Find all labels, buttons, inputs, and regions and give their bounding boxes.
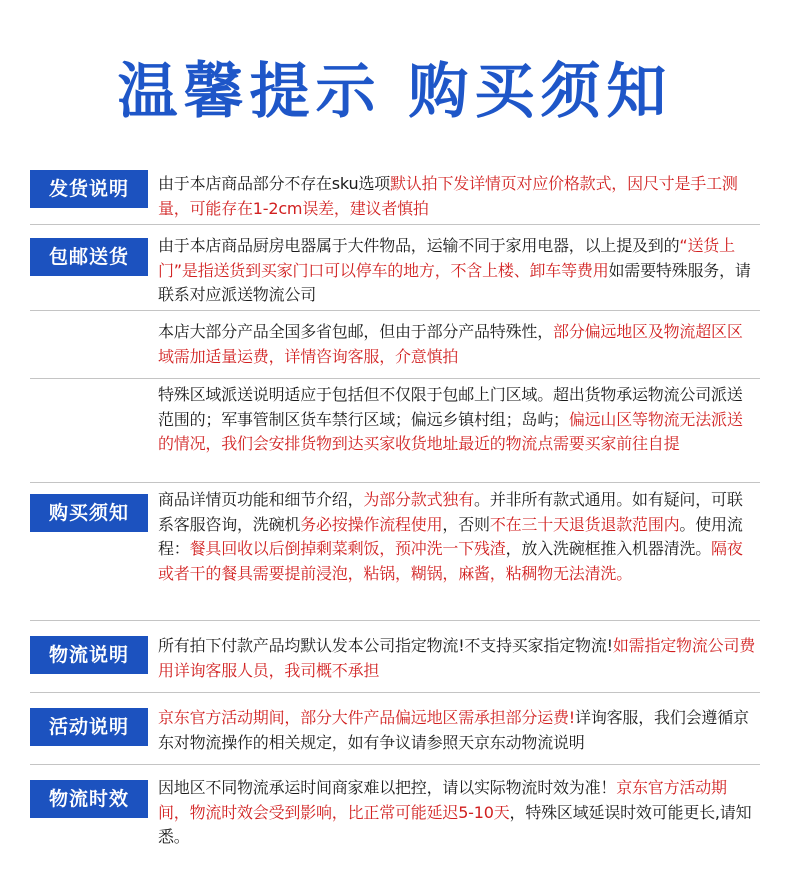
section-text <box>158 776 758 850</box>
highlight-text: 京东官方活动期间，物流时效会受到影响，比正常可能延迟5-10天 <box>158 778 727 822</box>
notice-row <box>30 620 760 693</box>
notice-row <box>30 482 760 621</box>
highlight-text: 部分偏远地区及物流超区区域需加适量运费，详情咨询客服，介意慎拍 <box>158 322 743 366</box>
highlight-text: 如需指定物流公司费用详询客服人员，我司概不承担 <box>158 636 756 680</box>
body-text: 由于本店商品部分不存在sku选项 <box>158 174 391 193</box>
section-label-purchase: 购买须知 <box>30 494 148 532</box>
highlight-text: 偏远山区等物流无法派送的情况，我们会安排货物到达买家收货地址最近的物流点需要买家前往自提 <box>158 409 743 453</box>
section-text <box>158 383 758 457</box>
body-text: 。使用流程： <box>158 514 743 558</box>
section-text <box>158 320 758 369</box>
notice-row <box>30 224 760 311</box>
highlight-text: 为部分款式独有 <box>363 490 475 509</box>
notice-row <box>30 378 760 483</box>
notice-row <box>30 158 760 225</box>
highlight-text: 京东官方活动期间，部分大件产品偏远地区需承担部分运费! <box>158 708 576 727</box>
body-text: 特殊区域派送说明适应于包括但不仅限于包邮上门区域。超出货物承运物流公司派送范围的；军事管制区货车禁行区域；偏远乡镇村组；岛屿； <box>158 385 743 429</box>
section-text <box>158 488 758 586</box>
highlight-text: 隔夜或者干的餐具需要提前浸泡，粘锅，糊锅，麻酱，粘稠物无法清洗。 <box>158 539 743 583</box>
page-title: 温馨提示 购买须知 <box>117 57 673 127</box>
body-text: 因地区不同物流承运时间商家难以把控，请以实际物流时效为准！ <box>158 778 617 797</box>
body-text: ，放入洗碗框推入机器清洗。 <box>505 539 712 558</box>
body-text: 。并非所有款式通用。如有疑问，可联系客服咨询，洗碗机 <box>158 490 743 534</box>
body-text: 商品详情页功能和细节介绍， <box>158 490 364 509</box>
notice-row <box>30 310 760 379</box>
section-label-activity: 活动说明 <box>30 708 148 746</box>
notice-row <box>30 764 760 850</box>
section-text <box>158 634 758 683</box>
highlight-text: 务必按操作流程使用 <box>300 514 443 534</box>
section-text <box>158 234 758 308</box>
section-text <box>158 706 758 755</box>
body-text: 所有拍下付款产品均默认发本公司指定物流!不支持买家指定物流! <box>158 636 613 655</box>
notice-row <box>30 692 760 765</box>
body-text: 详询客服，我们会遵循京东对物流操作的相关规定，如有争议请参照天京东动物流说明 <box>158 708 749 752</box>
highlight-text: “送货上门”是指送货到买家门口可以停车的地方，不含上楼、卸车等费用 <box>158 236 735 280</box>
body-text: 如需要特殊服务，请联系对应派送物流公司 <box>158 260 751 304</box>
section-label-logistics: 物流说明 <box>30 636 148 674</box>
body-text: 本店大部分产品全国多省包邮，但由于部分产品特殊性， <box>158 322 554 341</box>
body-text: ，特殊区域延误时效可能更长,请知悉。 <box>158 802 752 846</box>
section-label-shipping: 发货说明 <box>30 170 148 208</box>
body-text: 由于本店商品厨房电器属于大件物品，运输不同于家用电器，以上提及到的 <box>158 236 680 255</box>
section-label-timeliness: 物流时效 <box>30 780 148 818</box>
body-text: ，否则 <box>442 514 490 534</box>
highlight-text: 默认拍下发详情页对应价格款式，因尺寸是手工测量，可能存在1-2cm误差，建议者慎拍 <box>158 174 738 218</box>
section-text <box>158 172 758 221</box>
section-label-delivery: 包邮送货 <box>30 238 148 276</box>
highlight-text: 餐具回收以后倒掉剩菜剩饭，预冲洗一下残渣 <box>189 539 506 558</box>
highlight-text: 不在三十天退货退款范围内 <box>489 514 680 534</box>
